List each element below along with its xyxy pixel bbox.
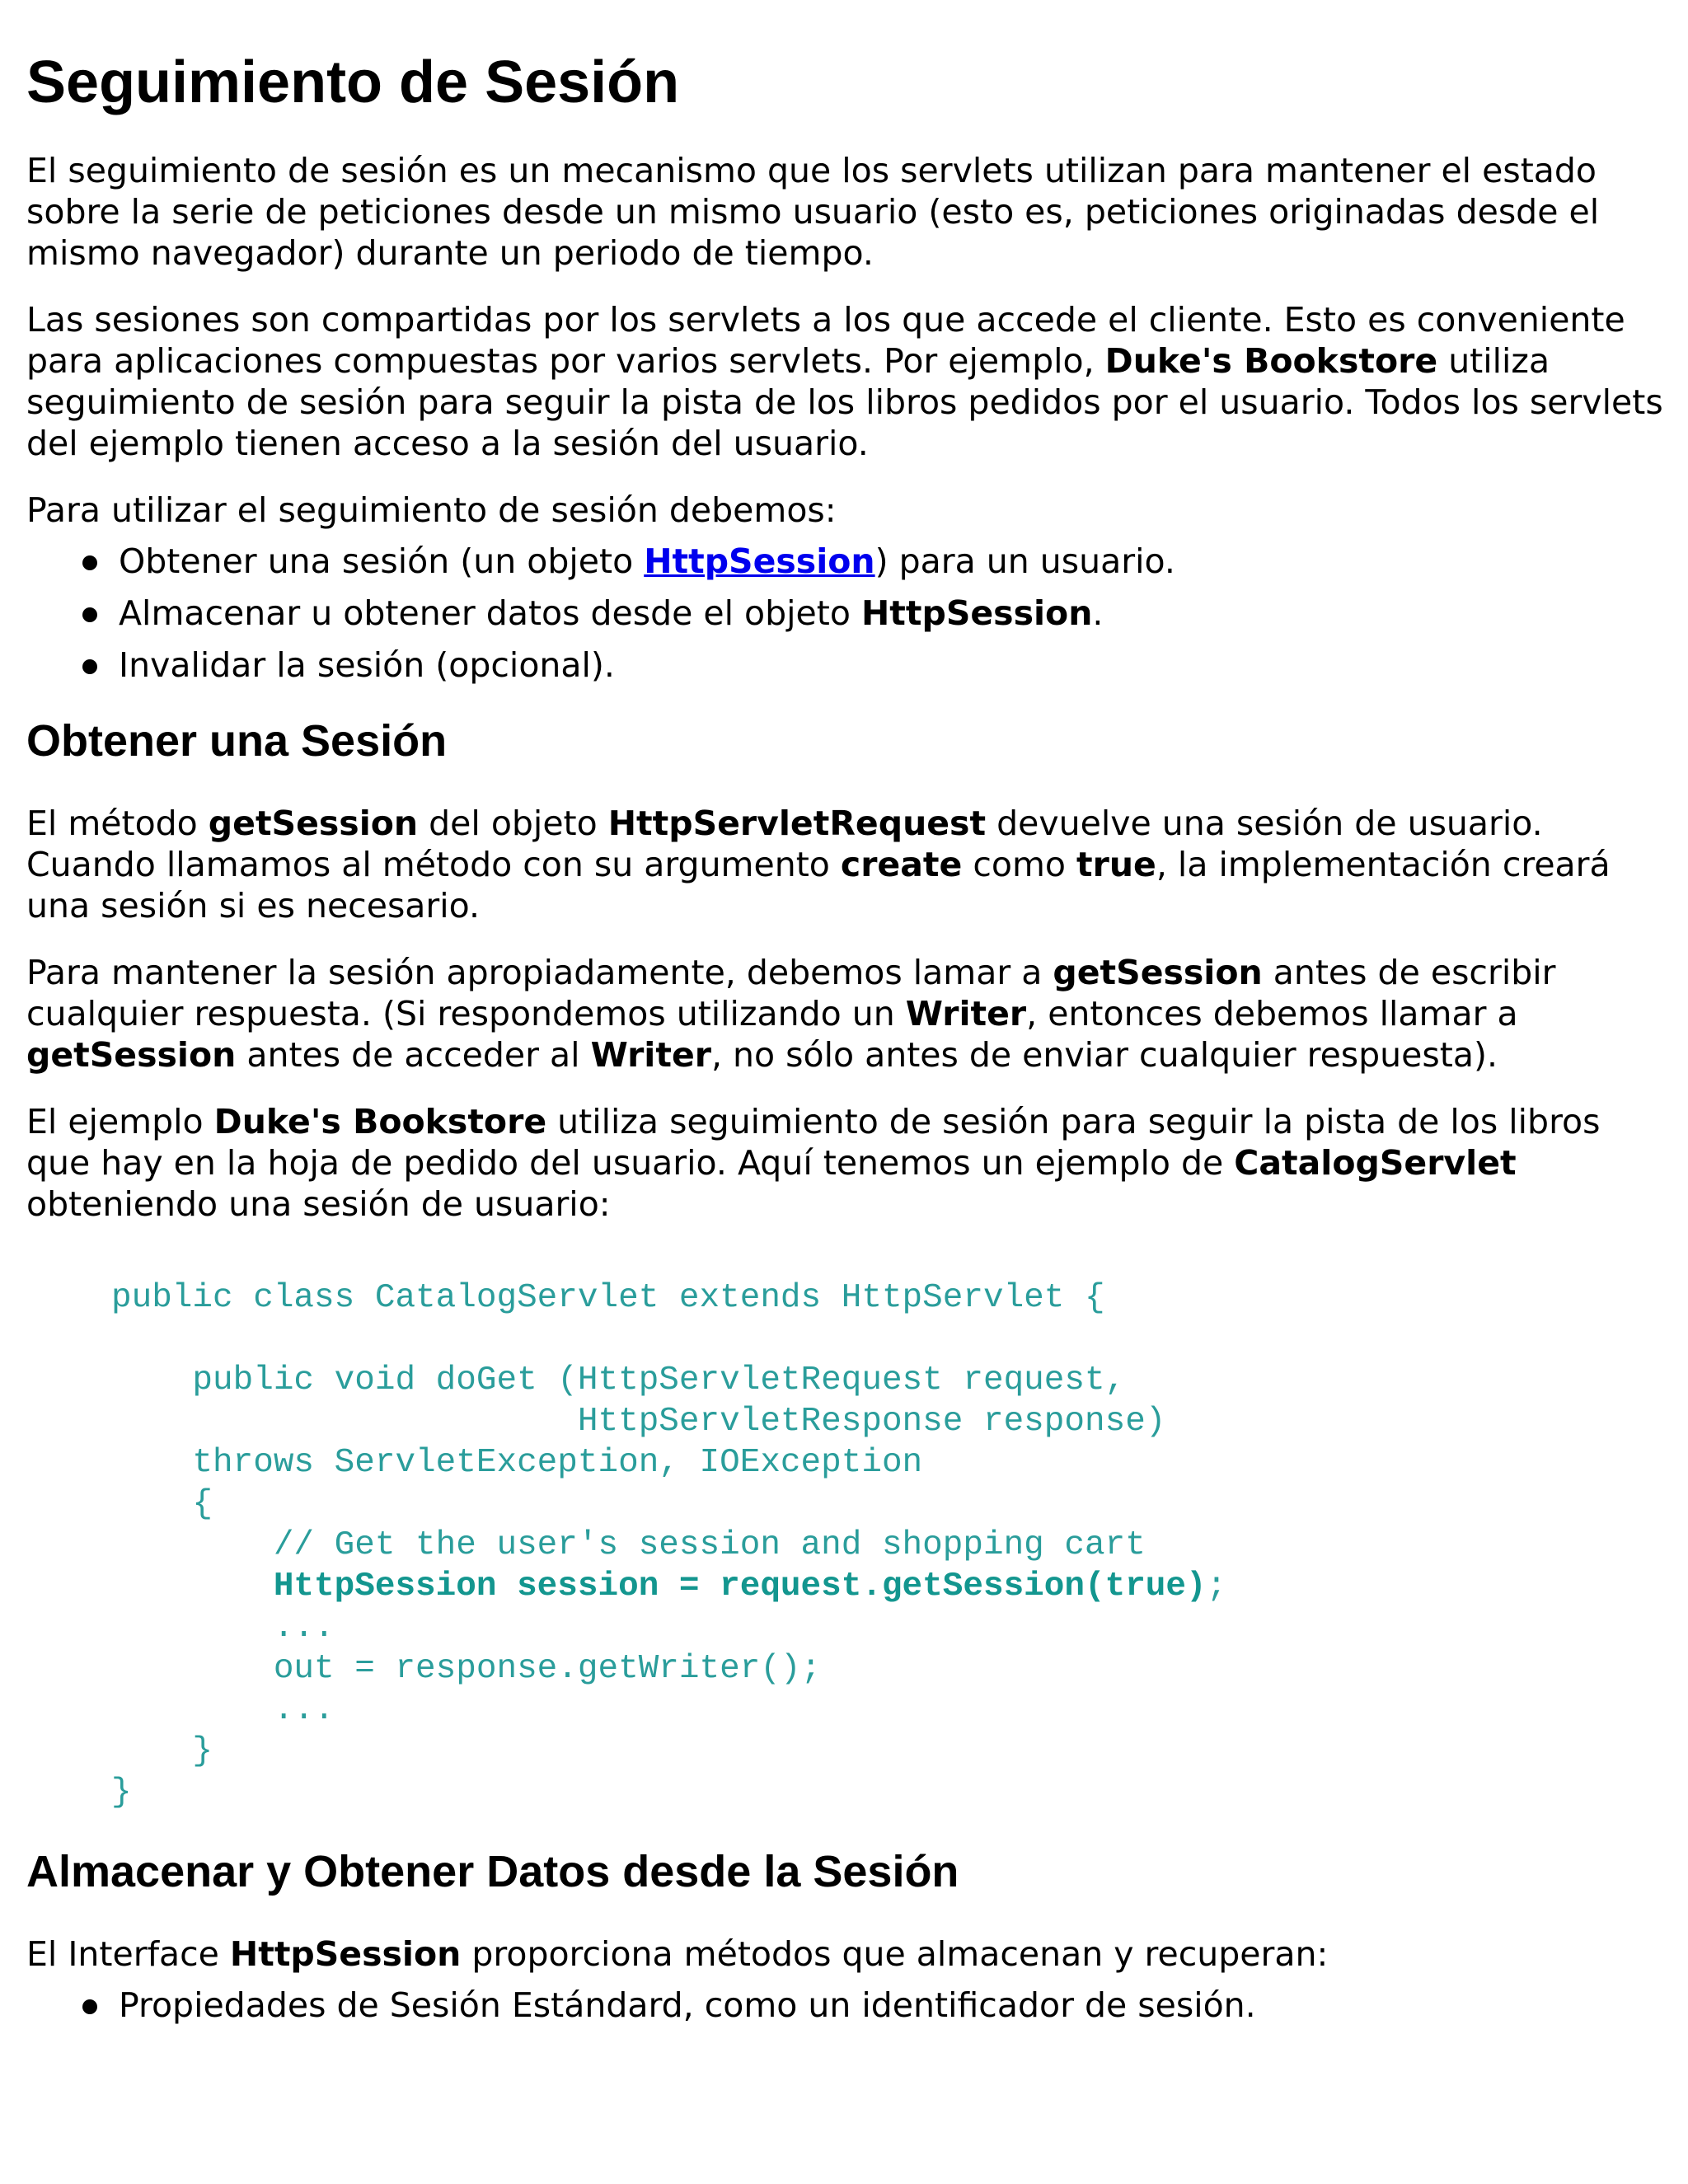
bullet-icon <box>82 1999 97 2014</box>
section1-paragraph-3: El ejemplo Duke's Bookstore utiliza seguimiento de sesión para seguir la pista de los libros que hay en la hoja de pedido del usuario. Aquí tenemos un ejemplo de CatalogServlet obteniendo una sesión de usuario: <box>26 1102 1601 1224</box>
code-line: { <box>111 1485 213 1523</box>
code-line: public void doGet (HttpServletRequest request, <box>111 1361 1126 1399</box>
code-line: HttpServletResponse response) <box>111 1403 1166 1441</box>
httpsession-link[interactable]: HttpSession <box>644 541 875 581</box>
intro-paragraph-2: Las sesiones son compartidas por los servlets a los que accede el cliente. Esto es conveniente para aplicaciones compuestas por varios servlets. Por ejemplo, Duke's Bookstore utiliza seguimiento de sesión para seguir la pista de los libros pedidos por el usuario. Todos los servlets del ejemplo tienen acceso a la sesión del usuario. <box>26 300 1663 463</box>
code-block: public class CatalogServlet extends HttpServlet { public void doGet (HttpServletRequest request, HttpServletResponse response) throws ServletException, IOException { // Get the user's session and shopping cart HttpSession session = request.getSession(true); ... out = response.getWriter(); ... } } <box>111 1279 1227 1811</box>
list-item: Almacenar u obtener datos desde el objeto HttpSession. <box>77 593 1665 634</box>
section2-paragraph-1: El Interface HttpSession proporciona métodos que almacenan y recuperan: <box>26 1934 1329 1974</box>
session-data-list <box>26 1985 1665 2026</box>
bullet-icon <box>82 555 97 570</box>
code-line: ... <box>111 1691 335 1729</box>
list-item: Invalidar la sesión (opcional). <box>77 644 1665 686</box>
intro-paragraph-1: El seguimiento de sesión es un mecanismo que los servlets utilizan para mantener el estado sobre la serie de peticiones desde un mismo usuario (esto es, peticiones originadas desde el mismo navegador) durante un periodo de tiempo. <box>26 151 1600 273</box>
section-heading-obtener: Obtener una Sesión <box>26 716 448 766</box>
code-line: } <box>111 1732 213 1770</box>
bullet-icon <box>82 659 97 674</box>
dukes-bookstore-bold: Duke's Bookstore <box>1104 341 1438 381</box>
section1-paragraph-2: Para mantener la sesión apropiadamente, debemos lamar a getSession antes de escribir cualquier respuesta. (Si respondemos utilizando un Writer, entonces debemos llamar a getSession antes de acceder al Writer, no sólo antes de enviar cualquier respuesta). <box>26 953 1556 1075</box>
list-item: Propiedades de Sesión Estándard, como un identificador de sesión. <box>77 1985 1665 2026</box>
code-line: } <box>111 1774 132 1811</box>
code-line: // Get the user's session and shopping cart <box>111 1526 1146 1564</box>
bullet-icon <box>82 607 97 622</box>
intro-paragraph-3: Para utilizar el seguimiento de sesión debemos: <box>26 490 837 530</box>
code-line-highlighted: HttpSession session = request.getSession(true) <box>111 1568 1207 1605</box>
code-line: out = response.getWriter(); <box>111 1650 822 1688</box>
section-heading-almacenar: Almacenar y Obtener Datos desde la Sesión <box>26 1847 959 1896</box>
code-line: ... <box>111 1609 335 1647</box>
code-line: throws ServletException, IOException <box>111 1444 923 1482</box>
section1-paragraph-1: El método getSession del objeto HttpServletRequest devuelve una sesión de usuario. Cuando llamamos al método con su argumento create como true, la implementación creará una sesión si es necesario. <box>26 804 1611 926</box>
list-item: Obtener una sesión (un objeto HttpSession) para un usuario. <box>77 541 1665 582</box>
steps-list <box>26 541 1665 686</box>
code-line: public class CatalogServlet extends HttpServlet { <box>111 1279 1105 1317</box>
page-title: Seguimiento de Sesión <box>26 49 680 115</box>
